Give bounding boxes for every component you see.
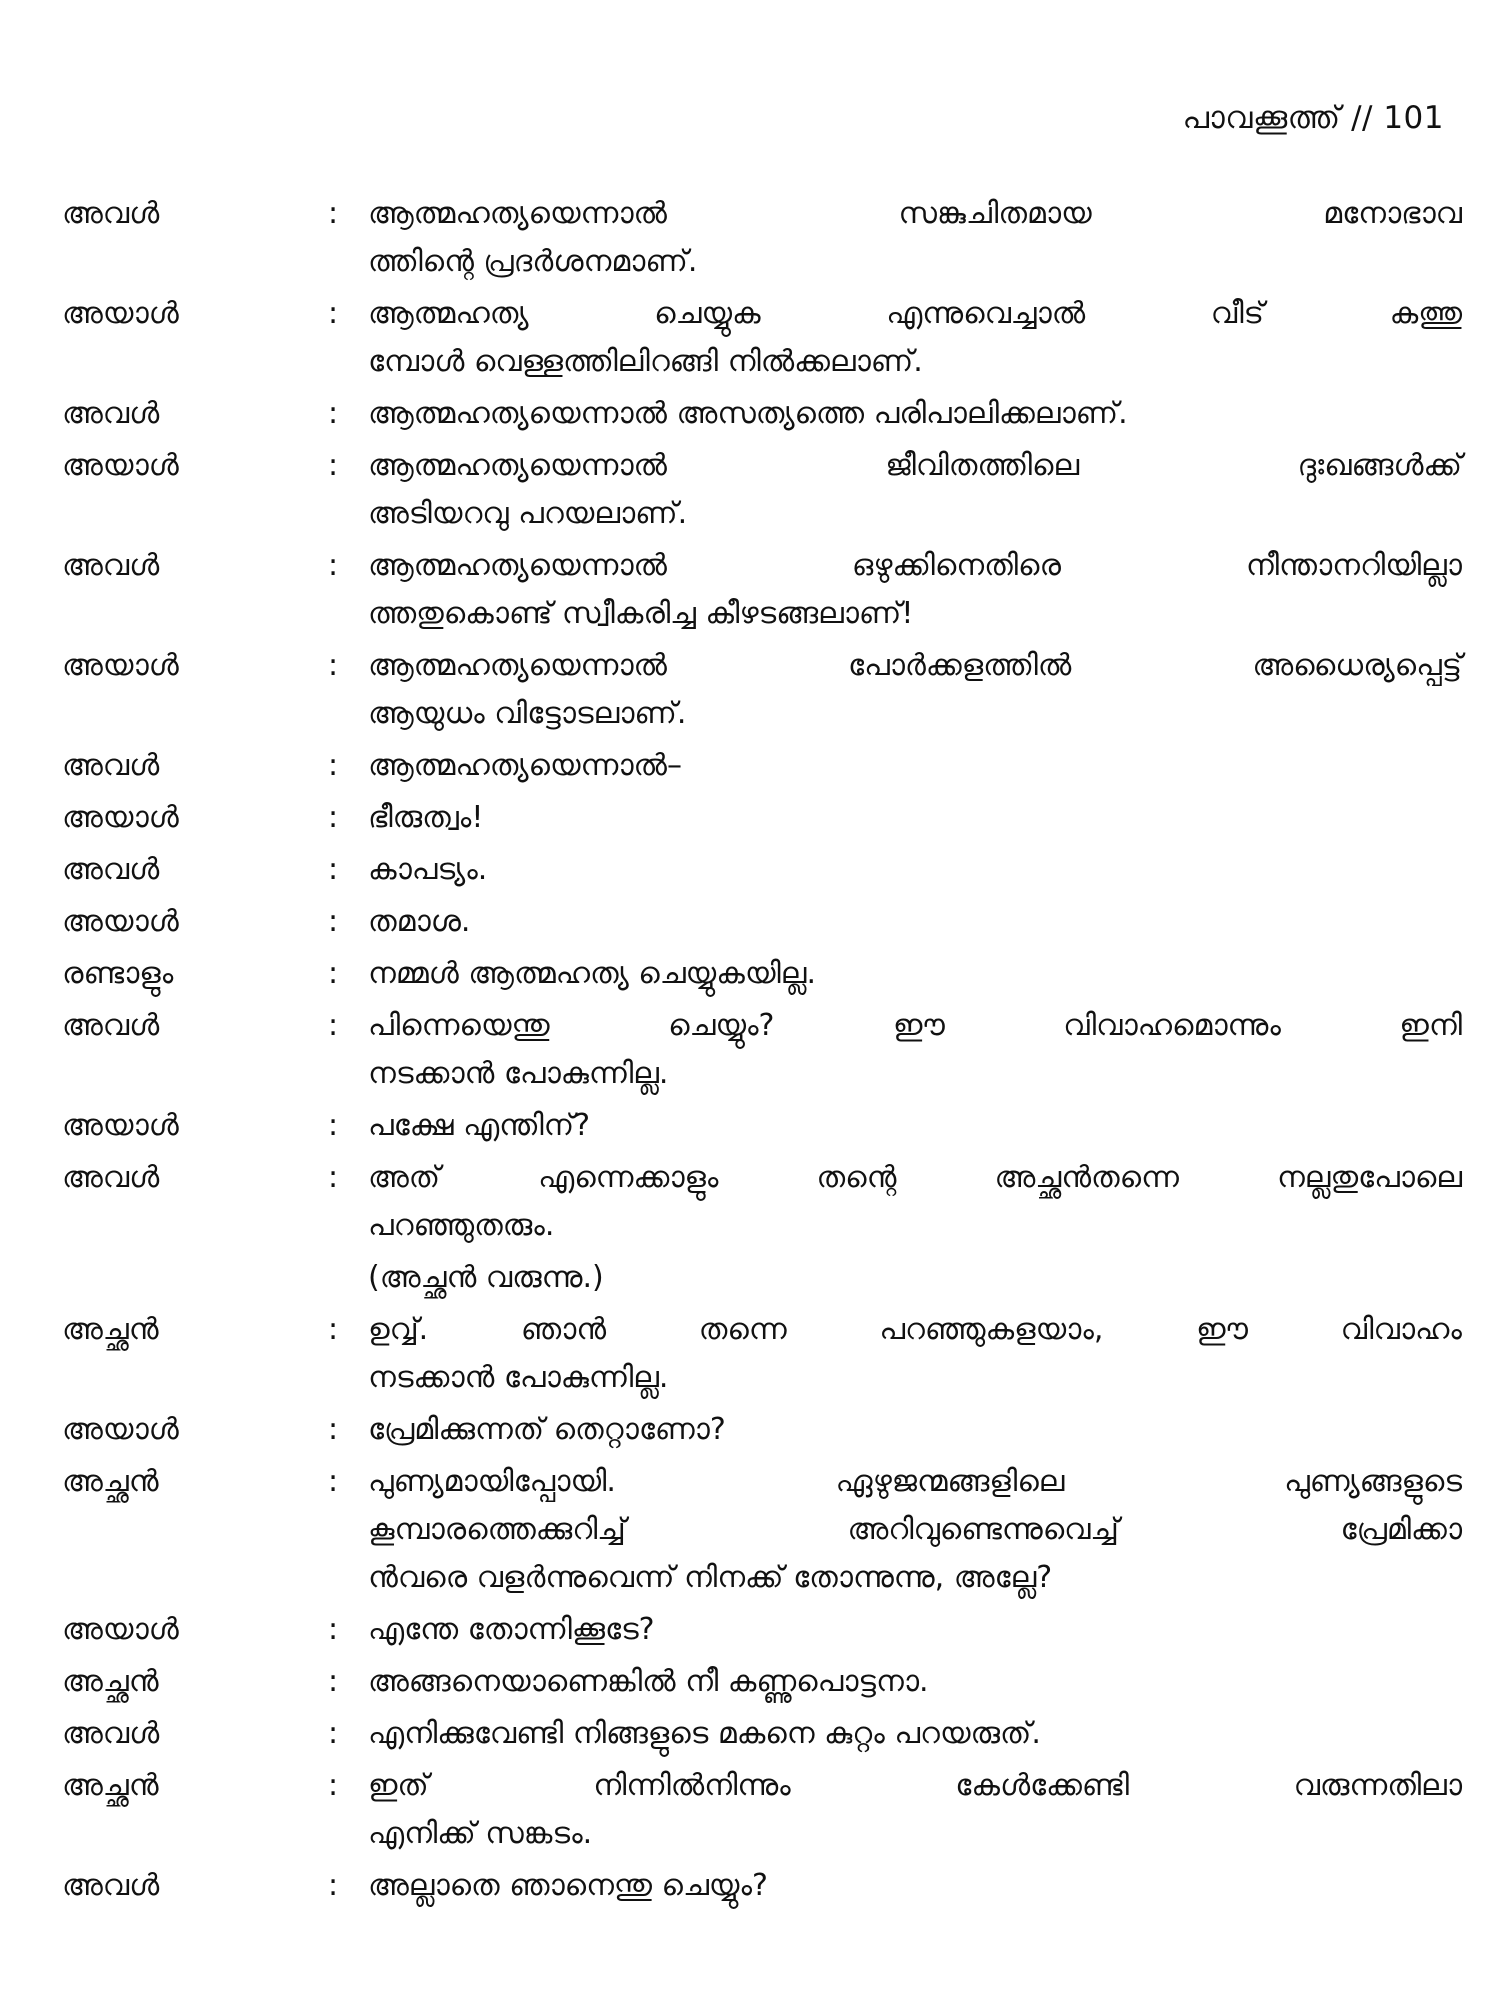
dialogue-text bbox=[368, 846, 1462, 894]
speaker-name: രണ്ടാളും bbox=[62, 956, 174, 991]
speaker-name: അയാൾ bbox=[62, 904, 179, 939]
dialogue-row bbox=[62, 898, 1462, 946]
speaker-separator: : bbox=[328, 904, 339, 939]
dialogue-row bbox=[62, 1606, 1462, 1654]
dialogue-row bbox=[62, 1002, 1462, 1098]
dialogue-row bbox=[62, 290, 1462, 386]
speaker-name: അയാൾ bbox=[62, 1108, 179, 1143]
speaker-name: അച്ഛൻ bbox=[62, 1312, 159, 1347]
dialogue-line: ഇത് നിന്നിൽനിന്നും കേൾക്കേണ്ടി വരുന്നതിലാ bbox=[368, 1768, 1462, 1803]
speaker-separator: : bbox=[328, 1664, 339, 1699]
speaker-separator: : bbox=[328, 1312, 339, 1347]
speaker-name: അവൾ bbox=[62, 1868, 160, 1903]
dialogue-row bbox=[62, 846, 1462, 894]
dialogue-text bbox=[368, 390, 1462, 438]
dialogue-list bbox=[62, 190, 1462, 1914]
dialogue-row bbox=[62, 1306, 1462, 1402]
speaker-separator: : bbox=[328, 1716, 339, 1751]
dialogue-line: ആയുധം വിട്ടോടലാണ്. bbox=[368, 696, 687, 731]
speaker-separator: : bbox=[328, 748, 339, 783]
dialogue-line: പറഞ്ഞുതരും. bbox=[368, 1208, 555, 1243]
speaker-separator: : bbox=[328, 1868, 339, 1903]
dialogue-row bbox=[62, 794, 1462, 842]
speaker-name: അയാൾ bbox=[62, 648, 179, 683]
speaker-name: അയാൾ bbox=[62, 448, 179, 483]
speaker-separator: : bbox=[328, 396, 339, 431]
dialogue-line: അങ്ങനെയാണെങ്കിൽ നീ കണ്ണുപൊട്ടനാ. bbox=[368, 1664, 929, 1699]
speaker-separator: : bbox=[328, 852, 339, 887]
speaker-separator: : bbox=[328, 548, 339, 583]
dialogue-text bbox=[368, 290, 1462, 386]
dialogue-line: എന്തേ തോന്നിക്കൂടേ? bbox=[368, 1612, 655, 1647]
dialogue-row bbox=[62, 1710, 1462, 1758]
dialogue-text bbox=[368, 1458, 1462, 1602]
dialogue-text bbox=[368, 794, 1462, 842]
dialogue-row bbox=[62, 1406, 1462, 1454]
dialogue-line: ആത്മഹത്യയെന്നാൽ ഒഴുക്കിനെതിരെ നീന്താനറിയില്ലാ bbox=[368, 548, 1462, 583]
dialogue-row bbox=[62, 542, 1462, 638]
dialogue-line: അല്ലാതെ ഞാനെന്തു ചെയ്യും? bbox=[368, 1868, 768, 1903]
dialogue-line: ആത്മഹത്യയെന്നാൽ പോർക്കളത്തിൽ അധൈര്യപ്പെട്ട് bbox=[368, 648, 1462, 683]
dialogue-row bbox=[62, 390, 1462, 438]
dialogue-row bbox=[62, 1102, 1462, 1150]
speaker-name: അവൾ bbox=[62, 1716, 160, 1751]
dialogue-text bbox=[368, 1658, 1462, 1706]
dialogue-row bbox=[62, 1154, 1462, 1250]
speaker-name: അവൾ bbox=[62, 748, 160, 783]
dialogue-row bbox=[62, 642, 1462, 738]
dialogue-text bbox=[368, 950, 1462, 998]
dialogue-text bbox=[368, 1710, 1462, 1758]
speaker-name: അവൾ bbox=[62, 548, 160, 583]
speaker-name: അയാൾ bbox=[62, 1412, 179, 1447]
speaker-separator: : bbox=[328, 956, 339, 991]
dialogue-line: ത്തതുകൊണ്ട് സ്വീകരിച്ച കീഴടങ്ങലാണ്! bbox=[368, 596, 914, 631]
dialogue-text bbox=[368, 1002, 1462, 1098]
dialogue-text bbox=[368, 1102, 1462, 1150]
speaker-separator: : bbox=[328, 1612, 339, 1647]
dialogue-text bbox=[368, 1154, 1462, 1250]
dialogue-row bbox=[62, 950, 1462, 998]
dialogue-line: ആത്മഹത്യ ചെയ്യുക എന്നുവെച്ചാൽ വീട് കത്തു bbox=[368, 296, 1462, 331]
dialogue-row bbox=[62, 1458, 1462, 1602]
speaker-name: അച്ഛൻ bbox=[62, 1664, 159, 1699]
dialogue-line: മ്പോൾ വെള്ളത്തിലിറങ്ങി നിൽക്കലാണ്. bbox=[368, 344, 923, 379]
stage-direction: (അച്ഛൻ വരുന്നു.) bbox=[368, 1260, 604, 1295]
speaker-separator: : bbox=[328, 1008, 339, 1043]
dialogue-text bbox=[368, 1606, 1462, 1654]
dialogue-row bbox=[62, 1862, 1462, 1910]
speaker-separator: : bbox=[328, 1108, 339, 1143]
dialogue-text bbox=[368, 1306, 1462, 1402]
dialogue-line: ഭീരുത്വം! bbox=[368, 800, 484, 835]
dialogue-line: പക്ഷേ എന്തിന്? bbox=[368, 1108, 591, 1143]
speaker-name: അവൾ bbox=[62, 1008, 160, 1043]
dialogue-text bbox=[368, 642, 1462, 738]
dialogue-text bbox=[368, 1862, 1462, 1910]
dialogue-row bbox=[62, 742, 1462, 790]
dialogue-line: ആത്മഹത്യയെന്നാൽ ജീവിതത്തിലെ ദുഃഖങ്ങൾക്ക് bbox=[368, 448, 1462, 483]
dialogue-line: പുണ്യമായിപ്പോയി. ഏഴുജന്മങ്ങളിലെ പുണ്യങ്ങളുടെ bbox=[368, 1464, 1462, 1499]
speaker-separator: : bbox=[328, 296, 339, 331]
dialogue-line: നമ്മൾ ആത്മഹത്യ ചെയ്യുകയില്ല. bbox=[368, 956, 816, 991]
dialogue-line: എനിക്ക് സങ്കടം. bbox=[368, 1816, 593, 1851]
speaker-separator: : bbox=[328, 800, 339, 835]
speaker-separator: : bbox=[328, 1160, 339, 1195]
dialogue-line: പ്രേമിക്കുന്നത് തെറ്റാണോ? bbox=[368, 1412, 726, 1447]
dialogue-line: തമാശ. bbox=[368, 904, 471, 939]
dialogue-text bbox=[368, 742, 1462, 790]
dialogue-text bbox=[368, 190, 1462, 286]
speaker-name: അവൾ bbox=[62, 1160, 160, 1195]
speaker-name: അയാൾ bbox=[62, 1612, 179, 1647]
dialogue-text bbox=[368, 542, 1462, 638]
dialogue-row bbox=[62, 1762, 1462, 1858]
speaker-name: അവൾ bbox=[62, 852, 160, 887]
dialogue-line: ത്തിന്റെ പ്രദർശനമാണ്. bbox=[368, 244, 698, 279]
dialogue-line: ൻവരെ വളർന്നുവെന്ന് നിനക്ക് തോന്നുന്നു, അല്ലേ? bbox=[368, 1560, 1053, 1595]
speaker-separator: : bbox=[328, 1464, 339, 1499]
dialogue-line: കൂമ്പാരത്തെക്കുറിച്ച് അറിവുണ്ടെന്നുവെച്ച് പ്രേമിക്കാ bbox=[368, 1512, 1462, 1547]
dialogue-text bbox=[368, 1406, 1462, 1454]
speaker-name: അയാൾ bbox=[62, 800, 179, 835]
speaker-separator: : bbox=[328, 648, 339, 683]
dialogue-text bbox=[368, 898, 1462, 946]
speaker-name: അയാൾ bbox=[62, 296, 179, 331]
speaker-separator: : bbox=[328, 1768, 339, 1803]
dialogue-line: ആത്മഹത്യയെന്നാൽ– bbox=[368, 748, 682, 783]
dialogue-line: ഉവ്വ്. ഞാൻ തന്നെ പറഞ്ഞുകളയാം, ഈ വിവാഹം bbox=[368, 1312, 1462, 1347]
dialogue-line: ആത്മഹത്യയെന്നാൽ സങ്കുചിതമായ മനോഭാവ bbox=[368, 196, 1462, 231]
dialogue-line: അത് എന്നെക്കാളും തന്റെ അച്ഛൻതന്നെ നല്ലതുപോലെ bbox=[368, 1160, 1462, 1195]
dialogue-row bbox=[62, 442, 1462, 538]
dialogue-line: അടിയറവു പറയലാണ്. bbox=[368, 496, 688, 531]
dialogue-line: പിന്നെയെന്തു ചെയ്യും? ഈ വിവാഹമൊന്നും ഇനി bbox=[368, 1008, 1462, 1043]
dialogue-text bbox=[368, 442, 1462, 538]
speaker-separator: : bbox=[328, 448, 339, 483]
speaker-name: അച്ഛൻ bbox=[62, 1464, 159, 1499]
dialogue-line: എനിക്കുവേണ്ടി നിങ്ങളുടെ മകനെ കുറ്റം പറയരുത്. bbox=[368, 1716, 1041, 1751]
speaker-name: അവൾ bbox=[62, 396, 160, 431]
dialogue-row bbox=[62, 190, 1462, 286]
speaker-separator: : bbox=[328, 196, 339, 231]
dialogue-line: നടക്കാൻ പോകുന്നില്ല. bbox=[368, 1056, 669, 1091]
speaker-name: അവൾ bbox=[62, 196, 160, 231]
speaker-separator: : bbox=[328, 1412, 339, 1447]
speaker-name: അച്ഛൻ bbox=[62, 1768, 159, 1803]
dialogue-line: ആത്മഹത്യയെന്നാൽ അസത്യത്തെ പരിപാലിക്കലാണ്. bbox=[368, 396, 1128, 431]
dialogue-text bbox=[368, 1762, 1462, 1858]
dialogue-line: കാപട്യം. bbox=[368, 852, 488, 887]
dialogue-line: നടക്കാൻ പോകുന്നില്ല. bbox=[368, 1360, 669, 1395]
running-head: പാവക്കൂത്ത് // 101 bbox=[1182, 100, 1444, 136]
dialogue-row bbox=[62, 1658, 1462, 1706]
